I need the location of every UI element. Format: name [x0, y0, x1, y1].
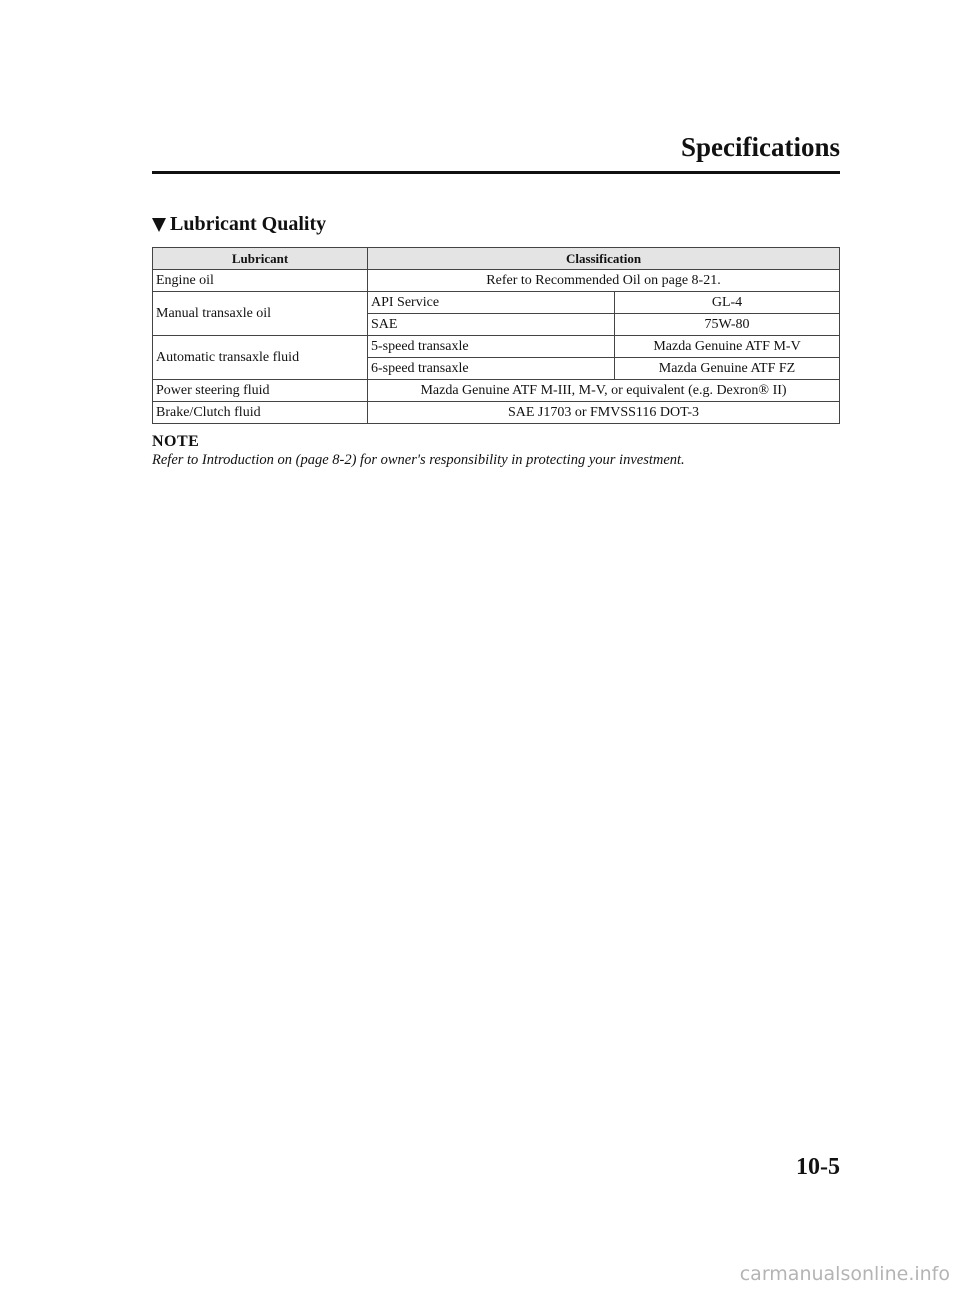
- cell-value: Mazda Genuine ATF M-V: [615, 336, 840, 358]
- table-row: [153, 336, 840, 358]
- table-row: [153, 270, 840, 292]
- table-row: [153, 292, 840, 314]
- header-rule: [152, 171, 840, 174]
- section-heading: [152, 210, 326, 238]
- cell-subtype: SAE: [368, 314, 615, 336]
- cell-subtype: API Service: [368, 292, 615, 314]
- triangle-down-icon: [152, 218, 166, 232]
- cell-subtype: 5-speed transaxle: [368, 336, 615, 358]
- watermark: carmanualsonline.info: [739, 1263, 950, 1285]
- cell-subtype: 6-speed transaxle: [368, 358, 615, 380]
- cell-lubricant: Power steering fluid: [153, 380, 368, 402]
- page-number: 10-5: [796, 1154, 840, 1180]
- cell-lubricant: Manual transaxle oil: [153, 292, 368, 336]
- cell-classification: Refer to Recommended Oil on page 8-21.: [368, 270, 840, 292]
- note-block: [152, 432, 852, 470]
- cell-classification: Mazda Genuine ATF M-III, M-V, or equivalent (e.g. Dexron® II): [368, 380, 840, 402]
- table-row: [153, 380, 840, 402]
- cell-lubricant: Engine oil: [153, 270, 368, 292]
- chapter-title: Specifications: [681, 132, 840, 162]
- cell-value: Mazda Genuine ATF FZ: [615, 358, 840, 380]
- cell-value: 75W-80: [615, 314, 840, 336]
- header-lubricant: Lubricant: [153, 248, 368, 270]
- header-classification: Classification: [368, 248, 840, 270]
- section-heading-text: Lubricant Quality: [170, 213, 327, 235]
- table-row: [153, 402, 840, 424]
- note-title: NOTE: [152, 433, 200, 450]
- cell-lubricant: Automatic transaxle fluid: [153, 336, 368, 380]
- cell-lubricant: Brake/Clutch fluid: [153, 402, 368, 424]
- cell-classification: SAE J1703 or FMVSS116 DOT-3: [368, 402, 840, 424]
- lubricant-quality-table: [152, 247, 840, 424]
- table-header-row: [153, 248, 840, 270]
- cell-value: GL-4: [615, 292, 840, 314]
- note-body: Refer to Introduction on (page 8-2) for owner's responsibility in protecting your investment.: [152, 452, 685, 468]
